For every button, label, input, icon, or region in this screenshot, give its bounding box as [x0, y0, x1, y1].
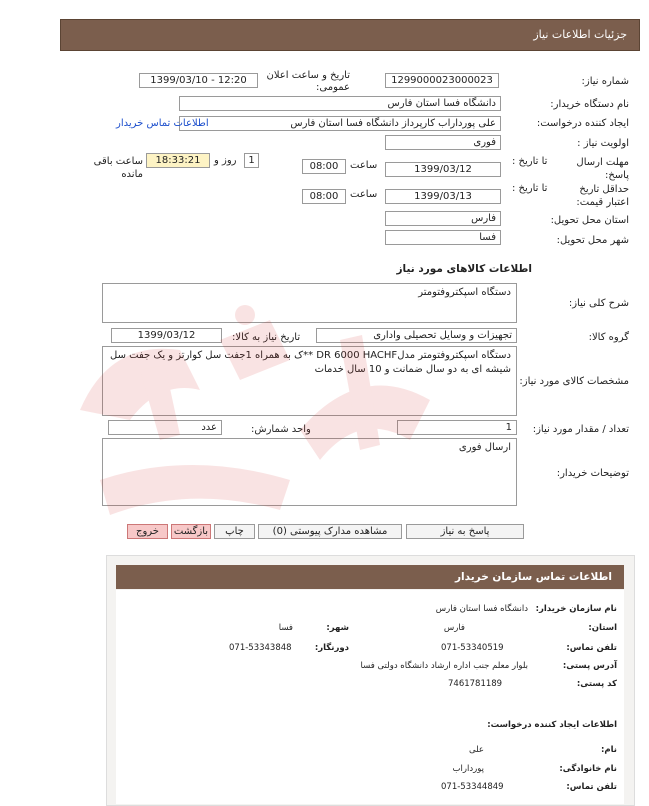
notes-label: توضیحات خریدار: [556, 468, 629, 479]
page-title: جزئیات اطلاعات نیاز [533, 28, 627, 41]
contact-panel-title: اطلاعات تماس سازمان خریدار [455, 571, 612, 583]
exit-button[interactable]: خروج [127, 524, 168, 539]
deadline-label: مهلت ارسال پاسخ: [576, 157, 629, 181]
contact-panel-header [116, 565, 624, 589]
print-button[interactable]: چاپ [214, 524, 255, 539]
group-label: گروه کالا: [588, 332, 629, 343]
summary-label: شرح کلی نیاز: [568, 298, 629, 309]
contact-city-value: فسا [278, 623, 293, 633]
contact-fax-value: 071-53343848 [229, 643, 292, 653]
creator-section-title: اطلاعات ایجاد کننده درخواست: [487, 720, 617, 730]
spec-label: مشخصات کالای مورد نیاز: [519, 376, 629, 387]
priority-field: فوری [385, 135, 501, 150]
contact-postal-label: کد پستی: [576, 679, 617, 689]
deadline-until-label: تا تاریخ : [512, 156, 548, 167]
creator-name-label: نام: [600, 745, 617, 755]
contact-fax-label: دورنگار: [314, 643, 349, 653]
creator-name-value: علی [469, 745, 484, 755]
announce-field: 1399/03/10 - 12:20 [139, 73, 258, 88]
creator-field: علی پورداراب کارپرداز دانشگاه فسا استان فارس [179, 116, 501, 131]
need-date-field: 1399/03/12 [111, 328, 222, 343]
contact-phone-label: تلفن تماس: [566, 643, 617, 653]
deadline-date-field: 1399/03/12 [385, 162, 501, 177]
days-field: 1 [244, 153, 259, 168]
notes-field: ارسال فوری [102, 438, 517, 506]
province-label: استان محل تحویل: [550, 215, 629, 226]
reply-button[interactable]: پاسخ به نیاز [406, 524, 524, 539]
deadline-time-field: 08:00 [302, 159, 346, 174]
contact-address-value: بلوار معلم جنب اداره ارشاد دانشگاه دولتی فسا [360, 661, 528, 671]
contact-city-label: شهر: [326, 623, 349, 633]
validity-time-field: 08:00 [302, 189, 346, 204]
announce-label: تاریخ و ساعت اعلان عمومی: [266, 70, 350, 93]
contact-address-label: آدرس پستی: [562, 661, 617, 671]
page-header [60, 19, 640, 51]
spec-field: دستگاه اسپکتروفتومتر مدلDR 6000 HACHF **ک به همراه 1جفت سل کوارتز و یک جفت سل شیشه ای به دو سال ضمانت و 10 سال خدمات [102, 346, 517, 416]
creator-family-label: نام خانوادگی: [559, 764, 617, 774]
creator-phone-label: تلفن تماس: [566, 782, 617, 792]
need-date-label: تاریخ نیاز به کالا: [232, 332, 301, 343]
need-number-label: شماره نیاز: [581, 76, 629, 87]
summary-field: دستگاه اسپکتروفتومتر [102, 283, 517, 323]
validity-date-field: 1399/03/13 [385, 189, 501, 204]
city-label: شهر محل تحویل: [556, 235, 629, 246]
contact-province-value: فارس [443, 623, 465, 633]
contact-province-label: استان: [588, 623, 617, 633]
unit-label: واحد شمارش: [251, 424, 311, 435]
city-field: فسا [385, 230, 501, 245]
days-label: روز و [214, 155, 237, 166]
contact-postal-value: 7461781189 [448, 679, 503, 689]
group-field: تجهیزات و وسایل تحصیلی واداری [316, 328, 517, 343]
back-button[interactable]: بازگشت [171, 524, 211, 539]
deadline-time-label: ساعت [350, 160, 378, 171]
buyer-org-label: نام دستگاه خریدار: [550, 99, 629, 110]
buyer-contact-link[interactable]: اطلاعات تماس خریدار [116, 118, 209, 129]
buyer-org-field: دانشگاه فسا استان فارس [179, 96, 501, 111]
contact-phone-value: 071-53340519 [441, 643, 504, 653]
remaining-label: ساعت باقی مانده [93, 156, 143, 180]
validity-label: حداقل تاریخ اعتبار قیمت: [576, 184, 629, 208]
province-field: فارس [385, 211, 501, 226]
remaining-time-field: 18:33:21 [146, 153, 210, 168]
qty-field: 1 [397, 420, 517, 435]
creator-family-value: پورداراب [452, 764, 484, 774]
priority-label: اولویت نیاز : [577, 138, 629, 149]
contact-org-label: نام سازمان خریدار: [535, 604, 617, 614]
unit-field: عدد [108, 420, 222, 435]
goods-section-title: اطلاعات کالاهای مورد نیاز [396, 263, 532, 275]
contact-panel-body [116, 590, 624, 804]
creator-phone-value: 071-53344849 [441, 782, 504, 792]
validity-until-label: تا تاریخ : [512, 183, 548, 194]
view-docs-button[interactable]: مشاهده مدارک پیوستی (0) [258, 524, 402, 539]
contact-org-value: دانشگاه فسا استان فارس [435, 604, 528, 614]
creator-label: ایجاد کننده درخواست: [536, 118, 629, 129]
qty-label: تعداد / مقدار مورد نیاز: [532, 424, 629, 435]
need-number-field: 1299000023000023 [385, 73, 499, 88]
validity-time-label: ساعت [350, 189, 378, 200]
